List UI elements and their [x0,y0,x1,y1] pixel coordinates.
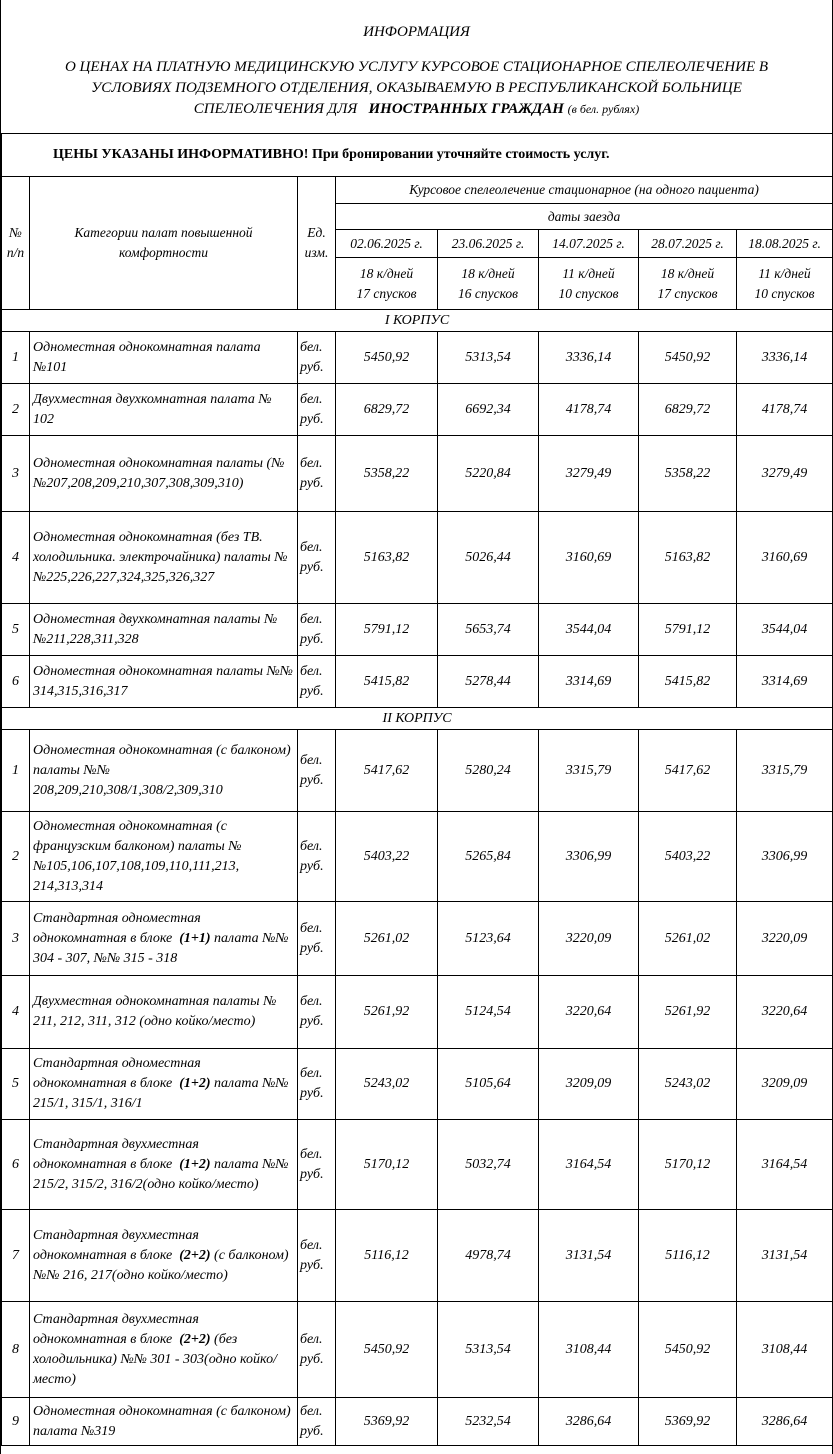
price-cell: 3220,09 [539,902,639,976]
row-number: 2 [2,384,30,436]
table-row [2,512,833,604]
unit-cell: бел. руб. [298,1210,336,1302]
room-category-text: Одноместная однокомнатная (с балконом) палата №319 [33,1403,291,1439]
price-cell: 5450,92 [639,332,737,384]
price-cell: 6692,34 [438,384,539,436]
price-cell: 3336,14 [539,332,639,384]
price-cell: 5105,64 [438,1049,539,1120]
room-category-text: Стандартная одноместная однокомнатная в блоке [33,1056,201,1091]
price-cell: 5170,12 [639,1120,737,1210]
room-category [30,384,298,436]
table-row [2,384,833,436]
unit-cell: бел. руб. [298,512,336,604]
col-header-unit: Ед. изм. [298,177,336,310]
price-cell: 3286,64 [737,1398,833,1446]
price-cell: 3544,04 [539,604,639,656]
unit-cell: бел. руб. [298,604,336,656]
block-type: (2+2) [179,1247,211,1263]
price-cell: 5450,92 [336,332,438,384]
price-cell: 5243,02 [639,1049,737,1120]
row-number: 9 [2,1398,30,1446]
room-category-text: Одноместная однокомнатная (без ТВ. холодильника. электрочайника) палаты №№225,226,227,324,325,326,327 [33,529,288,585]
date-header: 28.07.2025 г. [639,230,737,258]
duration-days: 18 к/дней [461,265,515,281]
duration-days: 11 к/дней [562,265,615,281]
row-number: 5 [2,604,30,656]
header-row-1 [2,177,833,204]
room-category [30,976,298,1049]
unit-cell: бел. руб. [298,730,336,812]
row-number: 5 [2,1049,30,1120]
room-category-text: Одноместная однокомнатная (с балконом) палаты №№ 208,209,210,308/1,308/2,309,310 [33,742,291,798]
table-row [2,1398,833,1446]
date-header: 23.06.2025 г. [438,230,539,258]
unit-cell: бел. руб. [298,436,336,512]
price-cell: 5261,92 [639,976,737,1049]
room-category-text: Стандартная одноместная однокомнатная в блоке [33,910,201,946]
row-number: 7 [2,1210,30,1302]
room-category [30,1120,298,1210]
table-row [2,1302,833,1398]
table-row [2,1210,833,1302]
unit-cell: бел. руб. [298,1049,336,1120]
row-number: 1 [2,332,30,384]
price-cell: 3220,09 [737,902,833,976]
price-cell: 3209,09 [539,1049,639,1120]
room-category [30,1210,298,1302]
price-cell: 5220,84 [438,436,539,512]
price-cell: 5403,22 [336,812,438,902]
price-cell: 3108,44 [539,1302,639,1398]
price-cell: 6829,72 [336,384,438,436]
room-category-text: Стандартная двухместная однокомнатная в блоке [33,1136,199,1172]
duration-descents: 10 спусков [754,285,815,301]
date-header: 14.07.2025 г. [539,230,639,258]
duration-header [639,258,737,310]
table-row [2,332,833,384]
room-category [30,512,298,604]
unit-cell: бел. руб. [298,1120,336,1210]
table-row [2,1120,833,1210]
price-cell: 5415,82 [639,656,737,708]
document-title: ИНФОРМАЦИЯ [363,24,470,40]
col-header-group: Курсовое спелеолечение стационарное (на одного пациента) [336,177,833,204]
room-category-text: Стандартная двухместная однокомнатная в блоке [33,1311,199,1347]
table-row [2,902,833,976]
room-category-text: Одноместная однокомнатная палаты (№№207,208,209,210,307,308,309,310) [33,455,285,491]
room-category [30,656,298,708]
col-header-category: Категории палат повышенной комфортности [30,177,298,310]
price-cell: 3131,54 [737,1210,833,1302]
price-cell: 4978,74 [438,1210,539,1302]
room-category-text: Двухместная двухкомнатная палата № 102 [33,391,272,427]
price-cell: 5163,82 [639,512,737,604]
unit-cell: бел. руб. [298,812,336,902]
price-cell: 3220,64 [737,976,833,1049]
price-cell: 5358,22 [639,436,737,512]
price-cell: 5358,22 [336,436,438,512]
unit-cell: бел. руб. [298,656,336,708]
title-foreign-citizens: ИНОСТРАННЫХ ГРАЖДАН [368,101,564,117]
price-cell: 3315,79 [539,730,639,812]
price-cell: 5124,54 [438,976,539,1049]
section-row [2,708,833,730]
room-category [30,436,298,512]
table-row [2,812,833,902]
room-category-text: Двухместная однокомнатная палаты № 211, 212, 311, 312 (одно койко/место) [33,994,277,1029]
room-category-rest: палата №№ 215/1, 315/1, 316/1 [33,1076,289,1111]
price-cell: 3314,69 [737,656,833,708]
price-cell: 5791,12 [336,604,438,656]
title-line-3 [1,99,832,119]
price-cell: 5278,44 [438,656,539,708]
price-table [1,133,833,1446]
table-row [2,730,833,812]
room-category [30,730,298,812]
price-cell: 3314,69 [539,656,639,708]
duration-header [539,258,639,310]
row-number: 6 [2,1120,30,1210]
room-category-text: Одноместная двухкомнатная палаты №№211,228,311,328 [33,611,278,647]
room-category [30,1049,298,1120]
price-cell: 5261,92 [336,976,438,1049]
room-category-text: Стандартная двухместная однокомнатная в блоке [33,1227,199,1263]
col-header-num: № п/п [2,177,30,310]
title-line-1: О ЦЕНАХ НА ПЛАТНУЮ МЕДИЦИНСКУЮ УСЛУГУ КУРСОВОЕ СТАЦИОНАРНОЕ СПЕЛЕОЛЕЧЕНИЕ В [64,59,769,75]
title-currency-note: (в бел. рублях) [567,102,640,116]
date-header: 02.06.2025 г. [336,230,438,258]
unit-cell: бел. руб. [298,976,336,1049]
room-category [30,332,298,384]
price-cell: 5403,22 [639,812,737,902]
table-row [2,656,833,708]
row-number: 4 [2,512,30,604]
room-category-text: Одноместная однокомнатная (с французским балконом) палаты №№105,106,107,108,109,110,111,213, 214,313,314 [33,818,242,894]
price-cell: 3336,14 [737,332,833,384]
room-category-rest: палата №№ 304 - 307, №№ 315 - 318 [33,930,289,966]
block-type: (1+2) [179,1076,211,1091]
price-cell: 5313,54 [438,1302,539,1398]
price-cell: 5450,92 [639,1302,737,1398]
duration-descents: 16 спусков [457,285,518,301]
duration-descents: 10 спусков [558,285,619,301]
duration-days: 18 к/дней [359,265,414,281]
price-cell: 5280,24 [438,730,539,812]
section-title: I КОРПУС [2,310,833,332]
price-cell: 5163,82 [336,512,438,604]
room-category-rest: (с балконом) №№ 216, 217(одно койко/место) [33,1247,289,1283]
price-cell: 3306,99 [737,812,833,902]
duration-descents: 17 спусков [657,285,718,301]
price-cell: 4178,74 [539,384,639,436]
price-cell: 3209,09 [737,1049,833,1120]
price-cell: 4178,74 [737,384,833,436]
table-row [2,604,833,656]
section-title: II КОРПУС [2,708,833,730]
price-cell: 5653,74 [438,604,539,656]
price-cell: 3279,49 [539,436,639,512]
price-cell: 3160,69 [539,512,639,604]
price-cell: 5032,74 [438,1120,539,1210]
room-category [30,812,298,902]
price-cell: 3220,64 [539,976,639,1049]
duration-header [438,258,539,310]
duration-header [737,258,833,310]
row-number: 4 [2,976,30,1049]
duration-descents: 17 спусков [356,285,417,301]
price-cell: 5791,12 [639,604,737,656]
table-row [2,1049,833,1120]
price-cell: 5261,02 [336,902,438,976]
row-number: 8 [2,1302,30,1398]
block-type: (1+1) [179,930,211,946]
notice-text: ЦЕНЫ УКАЗАНЫ ИНФОРМАТИВНО! При бронировании уточняйте стоимость услуг. [2,134,833,177]
row-number: 6 [2,656,30,708]
price-cell: 5170,12 [336,1120,438,1210]
row-number: 3 [2,902,30,976]
price-cell: 5417,62 [336,730,438,812]
block-type: (2+2) [179,1331,211,1347]
table-row [2,436,833,512]
price-cell: 3131,54 [539,1210,639,1302]
unit-cell: бел. руб. [298,332,336,384]
col-header-dates-label: даты заезда [336,204,833,230]
price-cell: 5450,92 [336,1302,438,1398]
price-cell: 5265,84 [438,812,539,902]
price-cell: 5232,54 [438,1398,539,1446]
price-cell: 5116,12 [336,1210,438,1302]
row-number: 2 [2,812,30,902]
price-cell: 5026,44 [438,512,539,604]
room-category [30,604,298,656]
price-cell: 3544,04 [737,604,833,656]
price-cell: 3286,64 [539,1398,639,1446]
duration-days: 11 к/дней [758,265,811,281]
unit-cell: бел. руб. [298,902,336,976]
block-type: (1+2) [179,1156,211,1172]
date-header: 18.08.2025 г. [737,230,833,258]
price-cell: 5243,02 [336,1049,438,1120]
price-cell: 3108,44 [737,1302,833,1398]
price-cell: 5369,92 [639,1398,737,1446]
section-row [2,310,833,332]
duration-header [336,258,438,310]
room-category-rest: палата №№ 215/2, 315/2, 316/2(одно койко/место) [33,1156,289,1192]
price-cell: 5369,92 [336,1398,438,1446]
room-category-text: Одноместная однокомнатная палата №101 [33,339,261,375]
price-cell: 3164,54 [539,1120,639,1210]
unit-cell: бел. руб. [298,1398,336,1446]
price-cell: 3164,54 [737,1120,833,1210]
price-cell: 5417,62 [639,730,737,812]
price-cell: 3306,99 [539,812,639,902]
room-category [30,902,298,976]
table-row [2,976,833,1049]
price-cell: 3160,69 [737,512,833,604]
price-cell: 5116,12 [639,1210,737,1302]
room-category-text: Одноместная однокомнатная палаты №№ 314,315,316,317 [33,663,293,699]
notice-row [2,134,833,177]
unit-cell: бел. руб. [298,384,336,436]
price-cell: 3315,79 [737,730,833,812]
price-cell: 5123,64 [438,902,539,976]
room-category-rest: (без холодильника) №№ 301 - 303(одно койко/место) [33,1331,277,1387]
price-cell: 6829,72 [639,384,737,436]
unit-cell: бел. руб. [298,1302,336,1398]
price-cell: 5313,54 [438,332,539,384]
room-category [30,1398,298,1446]
duration-days: 18 к/дней [660,265,715,281]
price-cell: 5261,02 [639,902,737,976]
row-number: 1 [2,730,30,812]
title-line-3-start: СПЕЛЕОЛЕЧЕНИЯ ДЛЯ [193,101,358,117]
row-number: 3 [2,436,30,512]
price-cell: 5415,82 [336,656,438,708]
price-cell: 3279,49 [737,436,833,512]
room-category [30,1302,298,1398]
title-line-2: УСЛОВИЯХ ПОДЗЕМНОГО ОТДЕЛЕНИЯ, ОКАЗЫВАЕМУЮ В РЕСПУБЛИКАНСКОЙ БОЛЬНИЦЕ [91,80,742,96]
